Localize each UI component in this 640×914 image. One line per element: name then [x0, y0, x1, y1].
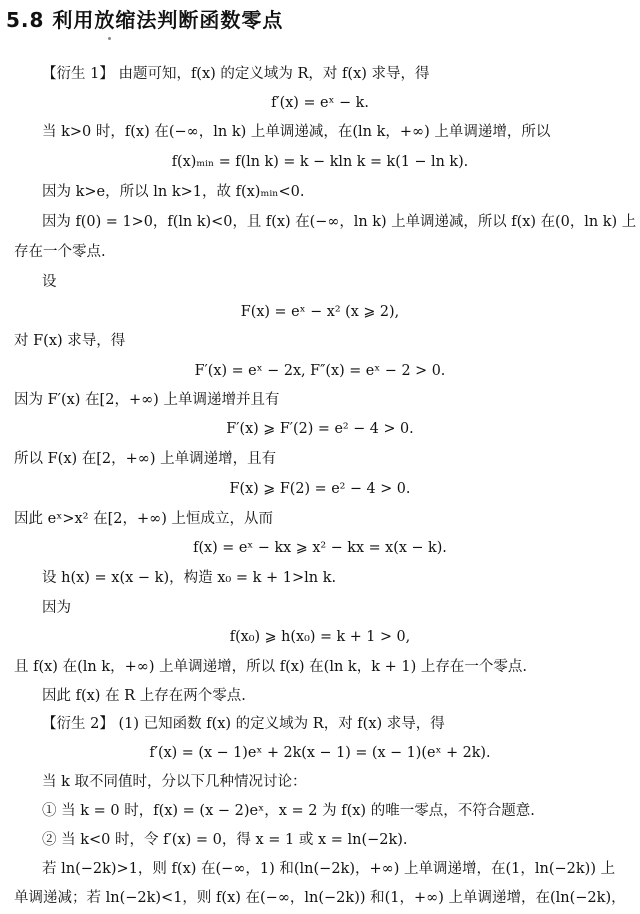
text-line: 当 k 取不同值时，分以下几种情况讨论： [42, 774, 307, 790]
case-2: ② 当 k<0 时，令 f′(x) = 0，得 x = 1 或 x = ln(−2k). [42, 832, 408, 848]
section-title: 5.8 利用放缩法判断函数零点 [6, 8, 284, 32]
equation-F-prime-bound: F′(x) ⩾ F′(2) = e² − 4 > 0. [226, 421, 414, 437]
text-line: 当 k>0 时，f(x) 在(−∞，ln k) 上单调递减，在(ln k，+∞) 上单调递增，所以 [42, 124, 551, 140]
case-1: ① 当 k = 0 时，f(x) = (x − 2)eˣ，x = 2 为 f(x) 的唯一零点，不符合题意. [42, 803, 535, 819]
derivation-1-intro: 【衍生 1】 由题可知，f(x) 的定义域为 R，对 f(x) 求导，得 [42, 66, 430, 82]
text-line: 若 ln(−2k)>1，则 f(x) 在(−∞，1) 和(ln(−2k)，+∞) 上单调递增，在(1，ln(−2k)) 上 [42, 861, 616, 877]
equation-f-bound: f(x) = eˣ − kx ⩾ x² − kx = x(x − k). [193, 540, 447, 556]
equation-derivative: f′(x) = eˣ − k. [271, 95, 369, 111]
equation-F-derivatives: F′(x) = eˣ − 2x, F″(x) = eˣ − 2 > 0. [194, 363, 446, 379]
text-line: 设 h(x) = x(x − k)，构造 x₀ = k + 1>ln k. [42, 570, 337, 586]
text-line: 因此 eˣ>x² 在[2，+∞) 上恒成立，从而 [14, 511, 273, 527]
derivation-2-intro: 【衍生 2】 (1) 已知函数 f(x) 的定义域为 R，对 f(x) 求导，得 [42, 716, 445, 732]
text-line: 所以 F(x) 在[2，+∞) 上单调递增，且有 [14, 451, 277, 467]
scan-speck [108, 37, 111, 40]
text-line: 单调递减；若 ln(−2k)<1，则 f(x) 在(−∞，ln(−2k)) 和(1，+∞) 上单调递增，在(ln(−2k)， [14, 890, 626, 906]
text-line: 因为 f(0) = 1>0，f(ln k)<0，且 f(x) 在(−∞，ln k) 上单调递减，所以 f(x) 在(0，ln k) 上 [42, 214, 637, 230]
text-line: 对 F(x) 求导，得 [14, 333, 126, 349]
text-line: 且 f(x) 在(ln k，+∞) 上单调递增，所以 f(x) 在(ln k，k + 1) 上存在一个零点. [14, 659, 527, 675]
equation-derivative-2: f′(x) = (x − 1)eˣ + 2k(x − 1) = (x − 1)(eˣ + 2k). [149, 745, 491, 761]
equation-F: F(x) = eˣ − x² (x ⩾ 2), [240, 304, 400, 320]
text-line: 因为 F′(x) 在[2，+∞) 上单调递增并且有 [14, 392, 280, 408]
text-line: 存在一个零点. [14, 244, 106, 260]
equation-F-bound: F(x) ⩾ F(2) = e² − 4 > 0. [229, 481, 411, 497]
text-line: 因为 [42, 600, 71, 616]
equation-minimum: f(x)ₘᵢₙ = f(ln k) = k − kln k = k(1 − ln k). [171, 154, 469, 170]
text-line: 因为 k>e，所以 ln k>1，故 f(x)ₘᵢₙ<0. [42, 184, 305, 200]
equation-f-x0: f(x₀) ⩾ h(x₀) = k + 1 > 0, [229, 629, 411, 645]
text-line: 设 [42, 274, 57, 290]
text-line: 因此 f(x) 在 R 上存在两个零点. [42, 688, 246, 704]
